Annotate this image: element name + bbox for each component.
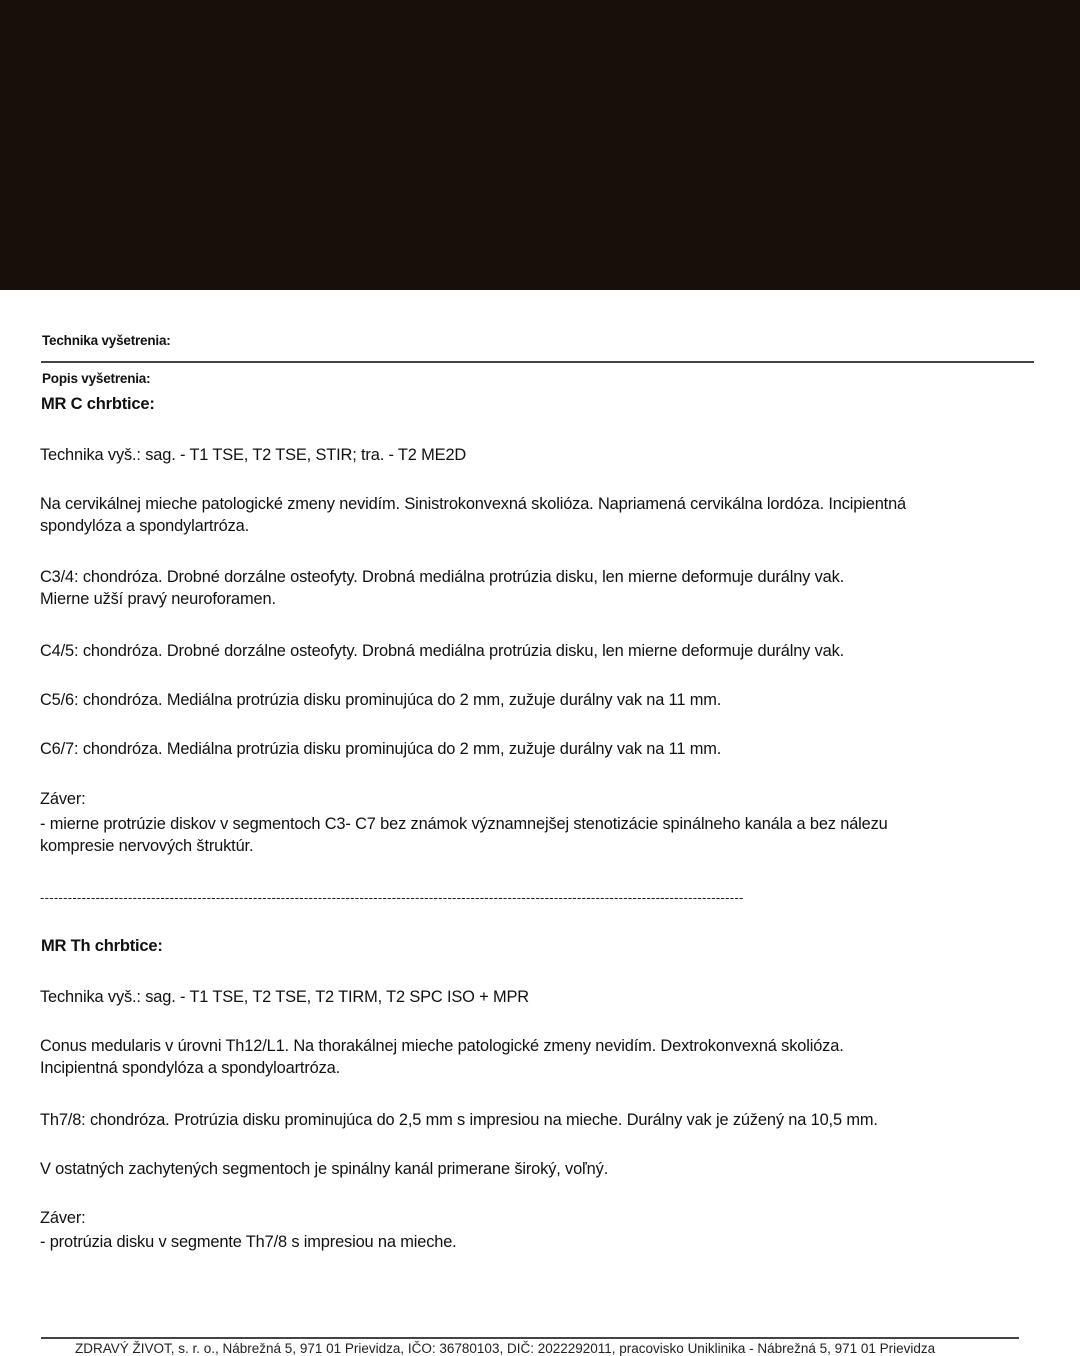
technika-vysetrenia-label: Technika vyšetrenia: (42, 333, 171, 348)
c-spine-c67: C6/7: chondróza. Mediálna protrúzia disku prominujúca do 2 mm, zužuje durálny vak na 11 mm. (40, 740, 722, 758)
th-spine-conclusion-label: Záver: (40, 1209, 86, 1227)
section-divider (41, 361, 1034, 363)
c-spine-c56: C5/6: chondróza. Mediálna protrúzia disku prominujúca do 2 mm, zužuje durálny vak na 11 mm. (40, 691, 722, 709)
th-spine-th78: Th7/8: chondróza. Protrúzia disku prominujúca do 2,5 mm s impresiou na mieche. Durálny vak je zúžený na 10,5 mm. (40, 1111, 878, 1129)
th-spine-findings: Conus medularis v úrovni Th12/L1. Na thorakálnej mieche patologické zmeny nevidím. Dextrokonvexná skolióza. Incipientná spondylóza a spondyloartróza. (40, 1037, 844, 1077)
c-spine-conclusion-label: Záver: (40, 790, 86, 808)
th-spine-heading: MR Th chrbtice: (41, 937, 163, 955)
c-spine-technika: Technika vyš.: sag. - T1 TSE, T2 TSE, STIR; tra. - T2 ME2D (40, 446, 467, 464)
th-spine-technika: Technika vyš.: sag. - T1 TSE, T2 TSE, T2 TIRM, T2 SPC ISO + MPR (40, 988, 529, 1006)
c-spine-findings: Na cervikálnej mieche patologické zmeny nevidím. Sinistrokonvexná skolióza. Napriamená cervikálna lordóza. Incipientná spondylóza a spondylartróza. (40, 495, 907, 535)
popis-vysetrenia-label: Popis vyšetrenia: (42, 371, 151, 386)
c-spine-c34: C3/4: chondróza. Drobné dorzálne osteofyty. Drobná mediálna protrúzia disku, len mierne deformuje durálny vak. Mierne užší pravý neuroforamen. (40, 568, 845, 608)
footer-company-info: ZDRAVÝ ŽIVOT, s. r. o., Nábrežná 5, 971 01 Prievidza, IČO: 36780103, DIČ: 2022292011, pracovisko Uniklinika - Nábrežná 5, 971 01 Prievidza (75, 1341, 936, 1356)
c-spine-heading: MR C chrbtice: (41, 395, 155, 413)
footer-divider (41, 1337, 1019, 1339)
c-spine-c45: C4/5: chondróza. Drobné dorzálne osteofyty. Drobná mediálna protrúzia disku, len mierne deformuje durálny vak. (40, 642, 845, 660)
th-spine-conclusion: - protrúzia disku v segmente Th7/8 s impresiou na mieche. (40, 1233, 457, 1251)
th-spine-other-segments: V ostatných zachytených segmentoch je spinálny kanál primerane široký, voľný. (40, 1160, 609, 1178)
redacted-header-block (0, 0, 1080, 290)
dashed-separator: -------------------------------------------------------------------------------------------------------------------------------------------------------- (40, 890, 744, 905)
c-spine-conclusion: - mierne protrúzie diskov v segmentoch C3- C7 bez známok významnejšej stenotizácie spinálneho kanála a bez nálezu kompresie nervových štruktúr. (40, 815, 888, 855)
